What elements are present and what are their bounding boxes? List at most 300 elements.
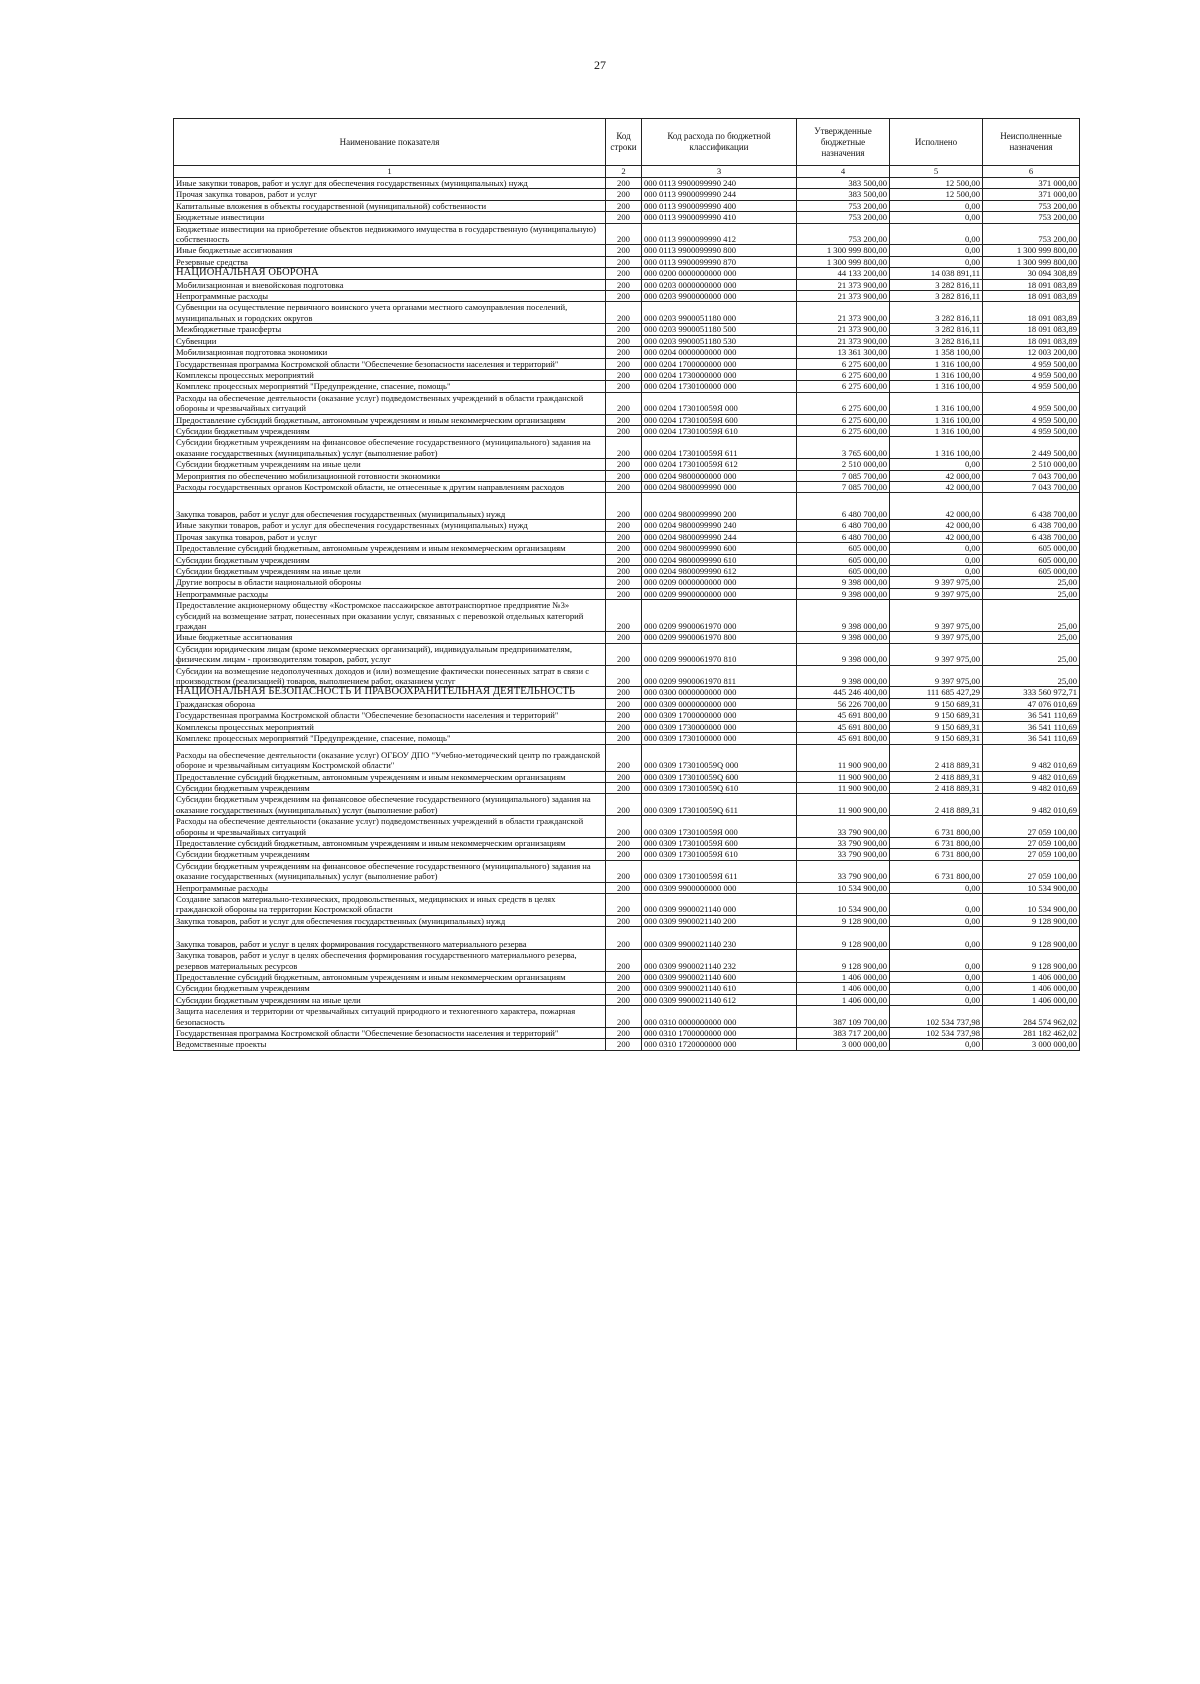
row-classifier: 000 0310 1700000000 000 <box>642 1028 797 1039</box>
row-unexecuted: 18 091 083,89 <box>983 335 1080 346</box>
row-approved: 6 275 600,00 <box>797 358 890 369</box>
row-executed: 0,00 <box>890 915 983 926</box>
row-classifier: 000 0204 173010059Я 600 <box>642 414 797 425</box>
table-row <box>174 493 1080 520</box>
row-unexecuted: 281 182 462,02 <box>983 1028 1080 1039</box>
row-approved: 9 128 900,00 <box>797 915 890 926</box>
row-approved: 383 717 200,00 <box>797 1028 890 1039</box>
page-number: 27 <box>594 58 606 72</box>
row-executed: 2 418 889,31 <box>890 794 983 816</box>
row-executed: 0,00 <box>890 256 983 267</box>
row-approved: 753 200,00 <box>797 212 890 223</box>
row-unexecuted: 27 059 100,00 <box>983 837 1080 848</box>
row-unexecuted: 1 406 000,00 <box>983 994 1080 1005</box>
row-unexecuted: 3 000 000,00 <box>983 1039 1080 1050</box>
row-executed: 0,00 <box>890 983 983 994</box>
row-name: Мобилизационная подготовка экономики <box>174 347 606 358</box>
row-executed: 0,00 <box>890 994 983 1005</box>
row-executed: 2 418 889,31 <box>890 782 983 793</box>
row-executed: 0,00 <box>890 882 983 893</box>
row-executed: 42 000,00 <box>890 481 983 492</box>
row-code: 200 <box>606 893 642 915</box>
row-approved: 45 691 800,00 <box>797 710 890 721</box>
row-executed: 0,00 <box>890 223 983 245</box>
row-classifier: 000 0309 1700000000 000 <box>642 710 797 721</box>
row-approved: 21 373 900,00 <box>797 302 890 324</box>
row-code: 200 <box>606 915 642 926</box>
row-name: Расходы на обеспечение деятельности (оказание услуг) ОГБОУ ДПО "Учебно-методический центр по гражданской обороне и чрезвычайным ситуациям Костромской области" <box>174 744 606 771</box>
row-unexecuted: 4 959 500,00 <box>983 358 1080 369</box>
row-approved: 33 790 900,00 <box>797 860 890 882</box>
row-classifier: 000 0309 9900021140 232 <box>642 950 797 972</box>
row-code: 200 <box>606 588 642 599</box>
row-unexecuted: 12 003 200,00 <box>983 347 1080 358</box>
table-row <box>174 189 1080 200</box>
row-approved: 6 480 700,00 <box>797 493 890 520</box>
row-unexecuted: 333 560 972,71 <box>983 687 1080 698</box>
row-classifier: 000 0204 173010059Я 611 <box>642 437 797 459</box>
row-name: НАЦИОНАЛЬНАЯ БЕЗОПАСНОСТЬ И ПРАВООХРАНИТЕЛЬНАЯ ДЕЯТЕЛЬНОСТЬ <box>174 687 606 698</box>
row-classifier: 000 0203 0000000000 000 <box>642 279 797 290</box>
row-code: 200 <box>606 816 642 838</box>
row-unexecuted: 4 959 500,00 <box>983 425 1080 436</box>
table-row <box>174 358 1080 369</box>
row-approved: 11 900 900,00 <box>797 794 890 816</box>
row-executed: 9 397 975,00 <box>890 577 983 588</box>
row-approved: 3 000 000,00 <box>797 1039 890 1050</box>
row-approved: 11 900 900,00 <box>797 771 890 782</box>
row-code: 200 <box>606 771 642 782</box>
table-row <box>174 425 1080 436</box>
row-unexecuted: 36 541 110,69 <box>983 733 1080 744</box>
row-unexecuted: 4 959 500,00 <box>983 369 1080 380</box>
row-executed: 9 150 689,31 <box>890 710 983 721</box>
row-name: Субсидии юридическим лицам (кроме некоммерческих организаций), индивидуальным предпринимателям, физическим лицам - производителям товаров, работ, услуг <box>174 643 606 665</box>
row-code: 200 <box>606 291 642 302</box>
row-code: 200 <box>606 324 642 335</box>
row-name: Бюджетные инвестиции на приобретение объектов недвижимого имущества в государственную (муниципальную) собственность <box>174 223 606 245</box>
row-executed: 1 316 100,00 <box>890 358 983 369</box>
row-classifier: 000 0309 9900021140 000 <box>642 893 797 915</box>
row-unexecuted: 9 482 010,69 <box>983 771 1080 782</box>
row-executed: 1 316 100,00 <box>890 437 983 459</box>
row-name: Иные закупки товаров, работ и услуг для обеспечения государственных (муниципальных) нужд <box>174 520 606 531</box>
row-unexecuted: 1 406 000,00 <box>983 972 1080 983</box>
row-classifier: 000 0309 1730100000 000 <box>642 733 797 744</box>
table-row <box>174 698 1080 709</box>
row-unexecuted: 25,00 <box>983 665 1080 687</box>
row-code: 200 <box>606 882 642 893</box>
row-name: Закупка товаров, работ и услуг для обеспечения государственных (муниципальных) нужд <box>174 915 606 926</box>
table-row <box>174 665 1080 687</box>
row-approved: 6 275 600,00 <box>797 392 890 414</box>
row-code: 200 <box>606 665 642 687</box>
table-row <box>174 733 1080 744</box>
row-name: Предоставление субсидий бюджетным, автономным учреждениям и иным некоммерческим организациям <box>174 414 606 425</box>
row-name: Государственная программа Костромской области "Обеспечение безопасности населения и территорий" <box>174 358 606 369</box>
row-executed: 0,00 <box>890 543 983 554</box>
table-row <box>174 279 1080 290</box>
column-number: 5 <box>890 166 983 178</box>
row-unexecuted: 6 438 700,00 <box>983 520 1080 531</box>
row-classifier: 000 0309 0000000000 000 <box>642 698 797 709</box>
row-name: Непрограммные расходы <box>174 588 606 599</box>
row-classifier: 000 0204 9800000000 000 <box>642 470 797 481</box>
row-unexecuted: 27 059 100,00 <box>983 860 1080 882</box>
row-executed: 6 731 800,00 <box>890 816 983 838</box>
row-name: Другие вопросы в области национальной обороны <box>174 577 606 588</box>
row-unexecuted: 25,00 <box>983 632 1080 643</box>
row-approved: 9 398 000,00 <box>797 600 890 632</box>
table-row <box>174 531 1080 542</box>
row-name: Закупка товаров, работ и услуг в целях обеспечения формирования государственного материального резерва, резервов материальных ресурсов <box>174 950 606 972</box>
row-code: 200 <box>606 437 642 459</box>
row-classifier: 000 0204 9800099990 600 <box>642 543 797 554</box>
row-code: 200 <box>606 223 642 245</box>
row-classifier: 000 0309 173010059Q 600 <box>642 771 797 782</box>
row-unexecuted: 1 300 999 800,00 <box>983 245 1080 256</box>
row-unexecuted: 10 534 900,00 <box>983 882 1080 893</box>
row-code: 200 <box>606 178 642 189</box>
row-classifier: 000 0309 9900021140 230 <box>642 927 797 950</box>
header-executed: Исполнено <box>890 119 983 166</box>
row-unexecuted: 27 059 100,00 <box>983 849 1080 860</box>
row-unexecuted: 18 091 083,89 <box>983 279 1080 290</box>
row-classifier: 000 0200 0000000000 000 <box>642 268 797 279</box>
row-approved: 33 790 900,00 <box>797 816 890 838</box>
row-approved: 1 406 000,00 <box>797 983 890 994</box>
row-name: Комплексы процессных мероприятий <box>174 369 606 380</box>
row-code: 200 <box>606 493 642 520</box>
row-executed: 9 397 975,00 <box>890 665 983 687</box>
row-code: 200 <box>606 302 642 324</box>
row-name: Государственная программа Костромской области "Обеспечение безопасности населения и территорий" <box>174 710 606 721</box>
row-approved: 9 398 000,00 <box>797 643 890 665</box>
row-code: 200 <box>606 256 642 267</box>
row-approved: 1 406 000,00 <box>797 994 890 1005</box>
row-code: 200 <box>606 268 642 279</box>
row-name: Государственная программа Костромской области "Обеспечение безопасности населения и территорий" <box>174 1028 606 1039</box>
row-classifier: 000 0113 9900099990 410 <box>642 212 797 223</box>
table-body <box>174 178 1080 1051</box>
row-unexecuted: 36 541 110,69 <box>983 710 1080 721</box>
row-executed: 9 397 975,00 <box>890 632 983 643</box>
row-classifier: 000 0204 9800099990 240 <box>642 520 797 531</box>
row-name: Капитальные вложения в объекты государственной (муниципальной) собственности <box>174 200 606 211</box>
row-executed: 14 038 891,11 <box>890 268 983 279</box>
row-unexecuted: 4 959 500,00 <box>983 414 1080 425</box>
row-executed: 9 397 975,00 <box>890 643 983 665</box>
row-classifier: 000 0309 173010059Я 600 <box>642 837 797 848</box>
row-unexecuted: 9 128 900,00 <box>983 915 1080 926</box>
row-classifier: 000 0113 9900099990 400 <box>642 200 797 211</box>
row-name: Субсидии бюджетным учреждениям <box>174 983 606 994</box>
row-unexecuted: 2 449 500,00 <box>983 437 1080 459</box>
row-executed: 3 282 816,11 <box>890 291 983 302</box>
row-classifier: 000 0204 9800099990 244 <box>642 531 797 542</box>
row-classifier: 000 0204 173010059Я 000 <box>642 392 797 414</box>
table-row <box>174 771 1080 782</box>
row-code: 200 <box>606 632 642 643</box>
header-classifier: Код расхода по бюджетной классификации <box>642 119 797 166</box>
column-number: 3 <box>642 166 797 178</box>
row-executed: 42 000,00 <box>890 470 983 481</box>
row-name: Комплекс процессных мероприятий "Предупреждение, спасение, помощь" <box>174 381 606 392</box>
table-row <box>174 520 1080 531</box>
row-name: Расходы на обеспечение деятельности (оказание услуг) подведомственных учреждений в области гражданской обороны и чрезвычайных ситуаций <box>174 816 606 838</box>
row-code: 200 <box>606 950 642 972</box>
row-code: 200 <box>606 392 642 414</box>
row-unexecuted: 371 000,00 <box>983 189 1080 200</box>
row-approved: 6 275 600,00 <box>797 425 890 436</box>
row-unexecuted: 605 000,00 <box>983 554 1080 565</box>
row-executed: 6 731 800,00 <box>890 849 983 860</box>
row-name: Субвенции <box>174 335 606 346</box>
row-unexecuted: 4 959 500,00 <box>983 392 1080 414</box>
row-classifier: 000 0309 9900021140 600 <box>642 972 797 983</box>
row-name: Иные бюджетные ассигнования <box>174 245 606 256</box>
row-name: Субсидии бюджетным учреждениям <box>174 425 606 436</box>
row-approved: 9 398 000,00 <box>797 665 890 687</box>
row-approved: 9 398 000,00 <box>797 588 890 599</box>
row-code: 200 <box>606 687 642 698</box>
row-executed: 0,00 <box>890 212 983 223</box>
table-row <box>174 392 1080 414</box>
row-approved: 383 500,00 <box>797 189 890 200</box>
row-unexecuted: 18 091 083,89 <box>983 291 1080 302</box>
row-approved: 6 480 700,00 <box>797 520 890 531</box>
row-name: Субсидии бюджетным учреждениям на иные цели <box>174 994 606 1005</box>
row-name: Закупка товаров, работ и услуг для обеспечения государственных (муниципальных) нужд <box>174 493 606 520</box>
table-row <box>174 1039 1080 1050</box>
row-unexecuted: 6 438 700,00 <box>983 531 1080 542</box>
row-executed: 102 534 737,98 <box>890 1028 983 1039</box>
row-unexecuted: 2 510 000,00 <box>983 459 1080 470</box>
row-classifier: 000 0204 9800099990 612 <box>642 566 797 577</box>
row-approved: 44 133 200,00 <box>797 268 890 279</box>
row-name: Межбюджетные трансферты <box>174 324 606 335</box>
row-approved: 1 300 999 800,00 <box>797 256 890 267</box>
row-name: НАЦИОНАЛЬНАЯ ОБОРОНА <box>174 268 606 279</box>
row-code: 200 <box>606 600 642 632</box>
table-row <box>174 816 1080 838</box>
row-name: Бюджетные инвестиции <box>174 212 606 223</box>
row-name: Мероприятия по обеспечению мобилизационной готовности экономики <box>174 470 606 481</box>
row-executed: 0,00 <box>890 245 983 256</box>
row-classifier: 000 0309 173010059Q 611 <box>642 794 797 816</box>
row-name: Субсидии бюджетным учреждениям на финансовое обеспечение государственного (муниципального) задания на оказание государственных (муниципальных) услуг (выполнение работ) <box>174 794 606 816</box>
row-approved: 7 085 700,00 <box>797 470 890 481</box>
table-row <box>174 437 1080 459</box>
row-code: 200 <box>606 710 642 721</box>
header-unexecuted: Неисполненные назначения <box>983 119 1080 166</box>
row-name: Субсидии бюджетным учреждениям на финансовое обеспечение государственного (муниципального) задания на оказание государственных (муниципальных) услуг (выполнение работ) <box>174 860 606 882</box>
table-row <box>174 459 1080 470</box>
row-classifier: 000 0209 0000000000 000 <box>642 577 797 588</box>
row-approved: 605 000,00 <box>797 554 890 565</box>
table-row <box>174 324 1080 335</box>
table-row <box>174 291 1080 302</box>
row-name: Предоставление субсидий бюджетным, автономным учреждениям и иным некоммерческим организациям <box>174 543 606 554</box>
row-code: 200 <box>606 782 642 793</box>
row-approved: 7 085 700,00 <box>797 481 890 492</box>
column-number: 6 <box>983 166 1080 178</box>
row-classifier: 000 0310 1720000000 000 <box>642 1039 797 1050</box>
row-classifier: 000 0309 9900021140 200 <box>642 915 797 926</box>
row-approved: 45 691 800,00 <box>797 733 890 744</box>
row-code: 200 <box>606 531 642 542</box>
row-code: 200 <box>606 1039 642 1050</box>
row-code: 200 <box>606 347 642 358</box>
table-row <box>174 1028 1080 1039</box>
row-approved: 33 790 900,00 <box>797 837 890 848</box>
table-row <box>174 632 1080 643</box>
row-classifier: 000 0300 0000000000 000 <box>642 687 797 698</box>
row-unexecuted: 10 534 900,00 <box>983 893 1080 915</box>
row-name: Комплекс процессных мероприятий "Предупреждение, спасение, помощь" <box>174 733 606 744</box>
row-unexecuted: 753 200,00 <box>983 223 1080 245</box>
table-row <box>174 882 1080 893</box>
table-row <box>174 794 1080 816</box>
row-unexecuted: 284 574 962,02 <box>983 1006 1080 1028</box>
row-name: Предоставление субсидий бюджетным, автономным учреждениям и иным некоммерческим организациям <box>174 837 606 848</box>
table-row <box>174 915 1080 926</box>
row-code: 200 <box>606 860 642 882</box>
row-code: 200 <box>606 744 642 771</box>
row-approved: 56 226 700,00 <box>797 698 890 709</box>
row-approved: 9 128 900,00 <box>797 927 890 950</box>
row-executed: 3 282 816,11 <box>890 279 983 290</box>
row-classifier: 000 0203 9900051180 000 <box>642 302 797 324</box>
row-unexecuted: 9 482 010,69 <box>983 782 1080 793</box>
row-unexecuted: 9 482 010,69 <box>983 794 1080 816</box>
row-classifier: 000 0204 9800099990 200 <box>642 493 797 520</box>
column-number: 4 <box>797 166 890 178</box>
table-row <box>174 782 1080 793</box>
row-classifier: 000 0204 9800099990 610 <box>642 554 797 565</box>
row-unexecuted: 1 406 000,00 <box>983 983 1080 994</box>
header-name: Наименование показателя <box>174 119 606 166</box>
row-code: 200 <box>606 189 642 200</box>
row-approved: 11 900 900,00 <box>797 782 890 793</box>
row-unexecuted: 25,00 <box>983 643 1080 665</box>
row-executed: 12 500,00 <box>890 178 983 189</box>
row-unexecuted: 753 200,00 <box>983 200 1080 211</box>
table-row <box>174 577 1080 588</box>
row-name: Создание запасов материально-технических, продовольственных, медицинских и иных средств в целях гражданской обороны на территории Костромской области <box>174 893 606 915</box>
row-unexecuted: 753 200,00 <box>983 212 1080 223</box>
column-number-row <box>174 166 1080 178</box>
row-code: 200 <box>606 212 642 223</box>
row-executed: 12 500,00 <box>890 189 983 200</box>
row-approved: 1 406 000,00 <box>797 972 890 983</box>
row-classifier: 000 0113 9900099990 800 <box>642 245 797 256</box>
row-approved: 21 373 900,00 <box>797 279 890 290</box>
row-name: Предоставление субсидий бюджетным, автономным учреждениям и иным некоммерческим организациям <box>174 771 606 782</box>
row-code: 200 <box>606 543 642 554</box>
row-name: Защита населения и территории от чрезвычайных ситуаций природного и техногенного характера, пожарная безопасность <box>174 1006 606 1028</box>
table-row <box>174 950 1080 972</box>
row-code: 200 <box>606 837 642 848</box>
header-row <box>174 119 1080 166</box>
row-name: Предоставление акционерному обществу «Костромское пассажирское автотранспортное предприятие №3» субсидий на возмещение затрат, понесенных при оказании услуг, связанных с перевозкой отдельных категорий граждан <box>174 600 606 632</box>
row-code: 200 <box>606 1028 642 1039</box>
column-number: 2 <box>606 166 642 178</box>
row-unexecuted: 25,00 <box>983 588 1080 599</box>
row-approved: 6 275 600,00 <box>797 381 890 392</box>
row-approved: 2 510 000,00 <box>797 459 890 470</box>
row-executed: 0,00 <box>890 893 983 915</box>
row-executed: 2 418 889,31 <box>890 771 983 782</box>
row-name: Субсидии бюджетным учреждениям <box>174 849 606 860</box>
table-row <box>174 470 1080 481</box>
row-unexecuted: 9 482 010,69 <box>983 744 1080 771</box>
row-classifier: 000 0203 9900051180 500 <box>642 324 797 335</box>
header-approved: Утвержденные бюджетные назначения <box>797 119 890 166</box>
row-executed: 1 316 100,00 <box>890 392 983 414</box>
row-code: 200 <box>606 520 642 531</box>
row-code: 200 <box>606 481 642 492</box>
row-classifier: 000 0113 9900099990 244 <box>642 189 797 200</box>
row-unexecuted: 18 091 083,89 <box>983 324 1080 335</box>
row-name: Субсидии на возмещение недополученных доходов и (или) возмещение фактически понесенных затрат в связи с производством (реализацией) товаров, выполнением работ, оказанием услуг <box>174 665 606 687</box>
table-row <box>174 643 1080 665</box>
row-unexecuted: 9 128 900,00 <box>983 927 1080 950</box>
row-unexecuted: 371 000,00 <box>983 178 1080 189</box>
row-executed: 1 316 100,00 <box>890 369 983 380</box>
row-executed: 1 316 100,00 <box>890 425 983 436</box>
row-classifier: 000 0204 1730000000 000 <box>642 369 797 380</box>
row-approved: 605 000,00 <box>797 566 890 577</box>
row-executed: 6 731 800,00 <box>890 860 983 882</box>
row-approved: 21 373 900,00 <box>797 324 890 335</box>
row-classifier: 000 0113 9900099990 412 <box>642 223 797 245</box>
table-row <box>174 212 1080 223</box>
row-code: 200 <box>606 381 642 392</box>
row-code: 200 <box>606 1006 642 1028</box>
row-name: Мобилизационная и вневойсковая подготовка <box>174 279 606 290</box>
row-classifier: 000 0204 9800099990 000 <box>642 481 797 492</box>
table-row <box>174 588 1080 599</box>
row-code: 200 <box>606 245 642 256</box>
row-classifier: 000 0204 173010059Я 612 <box>642 459 797 470</box>
row-name: Субсидии бюджетным учреждениям <box>174 782 606 793</box>
table-row <box>174 302 1080 324</box>
row-unexecuted: 25,00 <box>983 577 1080 588</box>
row-classifier: 000 0203 9900000000 000 <box>642 291 797 302</box>
row-name: Резервные средства <box>174 256 606 267</box>
row-name: Закупка товаров, работ и услуг в целях формирования государственного материального резерва <box>174 927 606 950</box>
row-executed: 0,00 <box>890 1039 983 1050</box>
row-unexecuted: 7 043 700,00 <box>983 481 1080 492</box>
row-classifier: 000 0309 173010059Я 611 <box>642 860 797 882</box>
table-row <box>174 335 1080 346</box>
row-classifier: 000 0309 173010059Я 000 <box>642 816 797 838</box>
row-code: 200 <box>606 566 642 577</box>
row-approved: 33 790 900,00 <box>797 849 890 860</box>
table-row <box>174 245 1080 256</box>
row-code: 200 <box>606 577 642 588</box>
row-approved: 387 109 700,00 <box>797 1006 890 1028</box>
row-approved: 10 534 900,00 <box>797 882 890 893</box>
row-classifier: 000 0204 0000000000 000 <box>642 347 797 358</box>
header-code: Код строки <box>606 119 642 166</box>
row-classifier: 000 0113 9900099990 870 <box>642 256 797 267</box>
table-row <box>174 972 1080 983</box>
row-code: 200 <box>606 721 642 732</box>
row-approved: 6 275 600,00 <box>797 414 890 425</box>
row-name: Субсидии бюджетным учреждениям на иные цели <box>174 459 606 470</box>
